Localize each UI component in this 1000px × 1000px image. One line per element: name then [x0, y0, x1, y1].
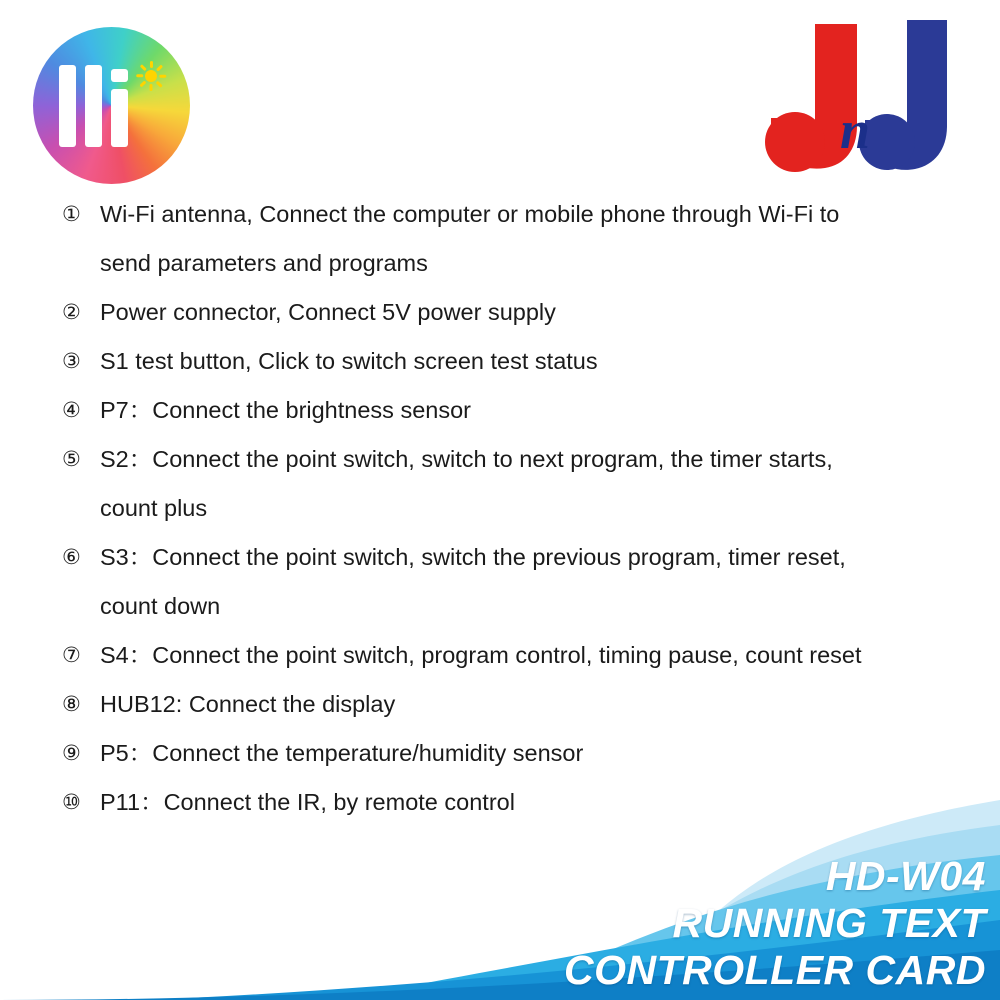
instructions-section: [0, 190, 1000, 827]
list-item-marker: ⑩: [62, 791, 81, 814]
instruction-list: [0, 190, 1000, 827]
list-item-marker: ③: [62, 350, 81, 373]
list-item-text: Power connector, Connect 5V power supply: [100, 299, 556, 325]
sun-ray: [150, 61, 153, 68]
list-item-marker: ④: [62, 399, 81, 422]
list-item-marker: ⑧: [62, 693, 81, 716]
list-item-text: S2：Connect the point switch, switch to next program, the timer starts, count plus: [100, 446, 833, 521]
sun-ray: [159, 75, 166, 78]
product-type-line2: CONTROLLER CARD: [563, 947, 986, 993]
jnj-left-j-bowl: [765, 112, 825, 172]
sun-core: [145, 70, 157, 82]
logo-bar-2: [85, 65, 102, 147]
sun-ray: [136, 75, 143, 78]
list-item-marker: ⑤: [62, 448, 81, 471]
sun-ray: [156, 81, 163, 88]
sun-ray: [140, 65, 147, 72]
list-item: [62, 435, 940, 533]
sun-ray: [140, 81, 147, 88]
logo-bar-1: [59, 65, 76, 147]
list-item-marker: ⑥: [62, 546, 81, 569]
list-item-marker: ⑨: [62, 742, 81, 765]
jnj-logo: [759, 16, 954, 176]
list-item-text: P7：Connect the brightness sensor: [100, 397, 471, 423]
jnj-logo-svg: [759, 16, 954, 176]
list-item-text: HUB12: Connect the display: [100, 691, 396, 717]
logo-bars-group: [59, 65, 143, 149]
list-item-text: S3：Connect the point switch, switch the previous program, timer reset, count down: [100, 544, 846, 619]
list-item-marker: ①: [62, 203, 81, 226]
list-item: [62, 680, 940, 729]
product-banner: [0, 770, 1000, 1000]
list-item-text: P5：Connect the temperature/humidity sensor: [100, 740, 584, 766]
banner-text-block: [564, 853, 986, 994]
logo-dot: [111, 69, 128, 82]
rainbow-circle-logo: [33, 27, 190, 184]
sun-icon: [136, 61, 166, 91]
list-item: [62, 288, 940, 337]
list-item-text: P11：Connect the IR, by remote control: [100, 789, 515, 815]
list-item: [62, 533, 940, 631]
sun-ray: [156, 65, 163, 72]
logo-bar-3: [111, 89, 128, 147]
list-item-text: Wi-Fi antenna, Connect the computer or mobile phone through Wi-Fi to send parameters and programs: [100, 201, 840, 276]
list-item: [62, 337, 940, 386]
product-type-line1: RUNNING TEXT: [672, 900, 986, 946]
list-item-text: S1 test button, Click to switch screen test status: [100, 348, 598, 374]
list-item-text: S4：Connect the point switch, program control, timing pause, count reset: [100, 642, 862, 668]
product-model: HD-W04: [825, 853, 986, 899]
jnj-n-letter: n: [839, 100, 871, 160]
logo-header: [0, 0, 1000, 190]
list-item: [62, 190, 940, 288]
list-item: [62, 631, 940, 680]
list-item: [62, 386, 940, 435]
sun-ray: [150, 84, 153, 91]
list-item-marker: ⑦: [62, 644, 81, 667]
list-item-marker: ②: [62, 301, 81, 324]
